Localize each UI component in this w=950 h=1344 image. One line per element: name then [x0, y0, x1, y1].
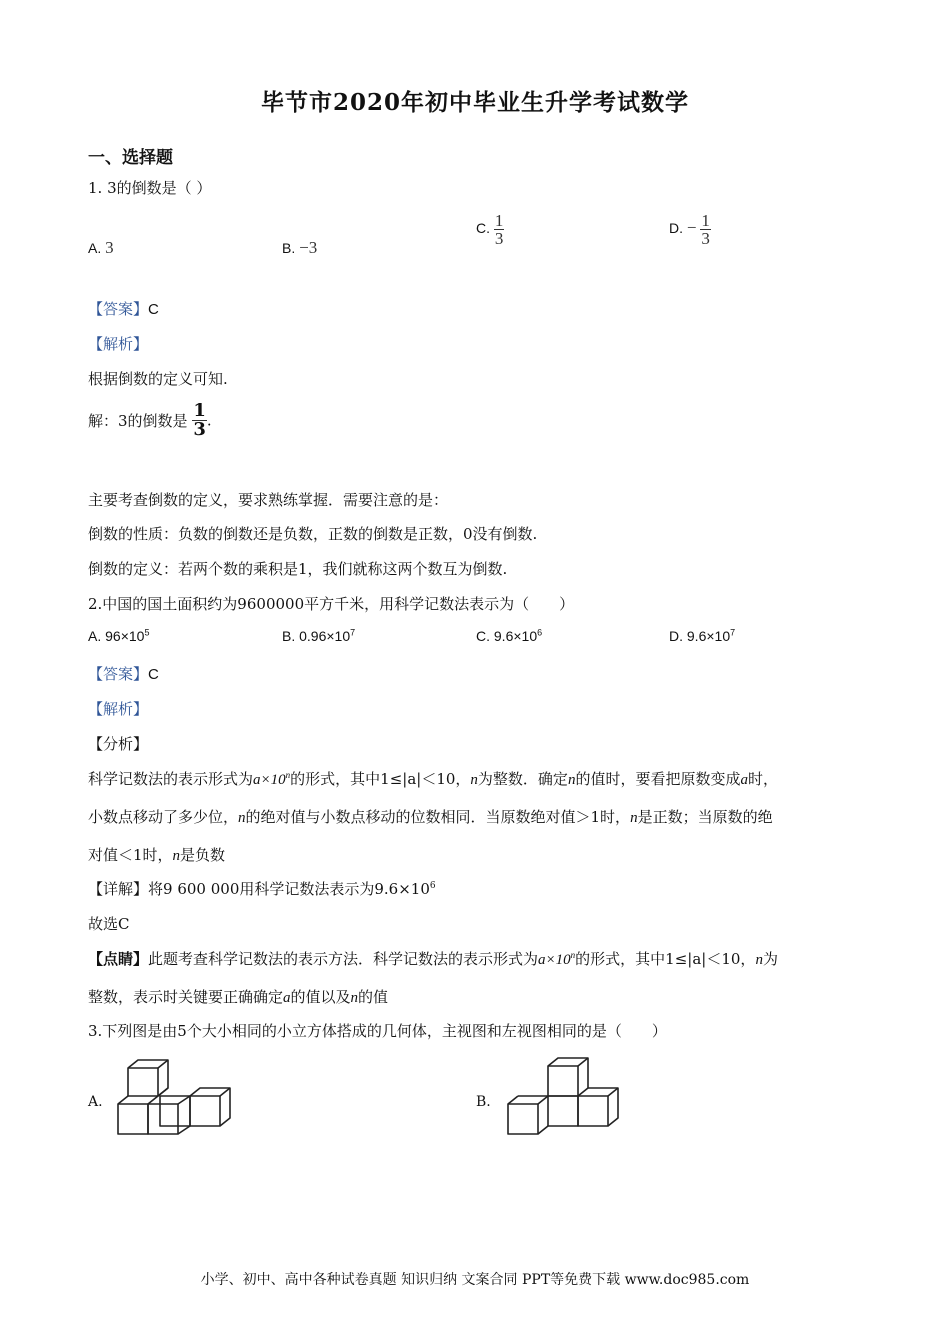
text: 将9 600 000用科学记数法表示为 — [148, 880, 375, 898]
q2-analysis-tag: 【解析】 — [88, 700, 149, 718]
q2-analysis-line — [88, 768, 778, 789]
page-title: 毕节市2020年初中毕业生升学考试数学 — [260, 89, 689, 116]
option-value: 3 — [105, 238, 114, 257]
q1-answer — [88, 298, 159, 319]
q2-comment-cont — [88, 986, 388, 1007]
math: a×10 — [253, 772, 286, 788]
fraction — [192, 402, 207, 439]
text: 的形式，其中 — [575, 950, 666, 968]
option-value: 96×10 — [105, 628, 145, 644]
exponent: 7 — [350, 627, 356, 638]
option-value: 9.6×10 — [493, 628, 538, 644]
question-3-stem: 3.下列图是由5个大小相同的小立方体搭成的几何体，主视图和左视图相同的是（ ） — [88, 1022, 667, 1040]
q2-option-d — [669, 628, 735, 644]
q3-option-a-label: A. — [88, 1094, 103, 1110]
math: n — [470, 772, 478, 788]
q1-solution — [88, 402, 212, 439]
math: n — [755, 952, 763, 968]
exponent: 7 — [730, 627, 736, 638]
q2-comment — [88, 948, 778, 969]
denominator: 3 — [494, 229, 504, 248]
text: 是正数；当原数的绝 — [637, 808, 773, 826]
q1-analysis-line: 主要考查倒数的定义，要求熟练掌握．需要注意的是： — [88, 491, 449, 509]
exponent: 5 — [144, 627, 150, 638]
question-1-stem: 1. 3的倒数是（ ） — [88, 179, 212, 197]
option-label: B. — [282, 240, 296, 256]
option-value: −3 — [299, 238, 318, 257]
q2-option-b — [282, 628, 355, 644]
denominator: 3 — [193, 419, 206, 440]
exponent: n — [570, 950, 576, 960]
cube-figure-b — [498, 1052, 628, 1142]
solution-suffix: . — [206, 411, 212, 430]
text: ， — [740, 950, 756, 968]
q1-analysis-tag: 【解析】 — [88, 335, 149, 353]
text: 的值时，要看把原数变成 — [575, 770, 741, 788]
fraction — [494, 212, 505, 247]
exponent: 6 — [537, 627, 543, 638]
math: a — [283, 990, 291, 1006]
math: 1≤|a|＜10 — [665, 950, 741, 968]
answer-tag: 【答案】 — [88, 665, 149, 683]
text: 的值以及 — [290, 988, 351, 1006]
q1-option-d — [669, 212, 711, 247]
q2-answer — [88, 663, 159, 684]
math: 9.6×10 — [374, 880, 430, 898]
math: n — [172, 848, 181, 864]
math: n — [350, 990, 359, 1006]
option-label: D. — [669, 220, 683, 237]
text: 的值 — [358, 988, 389, 1006]
option-label: B. — [282, 628, 296, 644]
text: 对值＜1时， — [88, 846, 173, 864]
q2-option-c — [476, 628, 542, 644]
page-footer: 小学、初中、高中各种试卷真题 知识归纳 文案合同 PPT等免费下载 www.doc985.com — [200, 1272, 750, 1288]
option-label: D. — [669, 628, 683, 644]
q3-option-b-label: B. — [476, 1094, 491, 1110]
numerator: 1 — [494, 211, 504, 230]
q2-fenxi-tag: 【分析】 — [88, 735, 149, 753]
text: 的绝对值与小数点移动的位数相同．当原数绝对值＞1时， — [245, 808, 631, 826]
denominator: 3 — [701, 229, 710, 248]
numerator: 1 — [193, 400, 206, 421]
math: n — [567, 772, 576, 788]
exponent: 6 — [429, 881, 436, 891]
q1-analysis-line: 根据倒数的定义可知. — [88, 370, 228, 388]
option-value: 9.6×10 — [686, 628, 731, 644]
text: 时， — [747, 770, 778, 788]
answer-value: C — [148, 301, 159, 318]
q1-option-b — [282, 238, 317, 258]
q1-analysis-line: 倒数的性质：负数的倒数还是负数，正数的倒数是正数，0没有倒数. — [88, 525, 538, 543]
option-label: C. — [476, 220, 490, 237]
answer-value: C — [148, 666, 159, 683]
q1-option-a — [88, 238, 114, 258]
option-label: C. — [476, 628, 490, 644]
q2-option-a — [88, 628, 149, 644]
detail-tag: 【详解】 — [88, 880, 149, 898]
text: 为整数．确定 — [477, 770, 568, 788]
fraction — [700, 212, 711, 247]
text: 科学记数法的表示形式为 — [88, 770, 254, 788]
math: 1≤|a|＜10 — [380, 770, 456, 788]
text: 小数点移动了多少位， — [88, 808, 239, 826]
q2-analysis-line — [88, 844, 225, 865]
q2-choose: 故选C — [88, 915, 130, 933]
q2-analysis-line — [88, 806, 773, 827]
section-heading: 一、选择题 — [88, 148, 173, 168]
text: 的形式，其中 — [290, 770, 381, 788]
numerator: 1 — [701, 211, 710, 230]
math: n — [630, 810, 638, 826]
math: a — [740, 772, 748, 788]
text: 整数，表示时关键要正确确定 — [88, 988, 284, 1006]
text: ， — [455, 770, 471, 788]
exponent: n — [285, 770, 291, 780]
q1-option-c — [476, 212, 504, 247]
math: a×10 — [538, 952, 571, 968]
answer-tag: 【答案】 — [88, 300, 149, 318]
math: n — [238, 810, 246, 826]
question-2-stem: 2.中国的国土面积约为9600000平方千米，用科学记数法表示为（ ） — [88, 595, 575, 613]
cube-figure-a — [110, 1052, 240, 1142]
text: 此题考查科学记数法的表示方法．科学记数法的表示形式为 — [148, 950, 539, 968]
option-value: 0.96×10 — [299, 628, 351, 644]
q2-detail — [88, 878, 436, 899]
option-label: A. — [88, 628, 102, 644]
solution-text: 解：3的倒数是 — [88, 412, 188, 430]
option-label: A. — [88, 240, 102, 256]
q1-analysis-line: 倒数的定义：若两个数的乘积是1，我们就称这两个数互为倒数. — [88, 560, 508, 578]
minus-sign: − — [686, 218, 697, 238]
comment-tag: 【点睛】 — [88, 950, 149, 968]
text: 是负数 — [180, 846, 226, 864]
text: 为 — [762, 950, 778, 968]
